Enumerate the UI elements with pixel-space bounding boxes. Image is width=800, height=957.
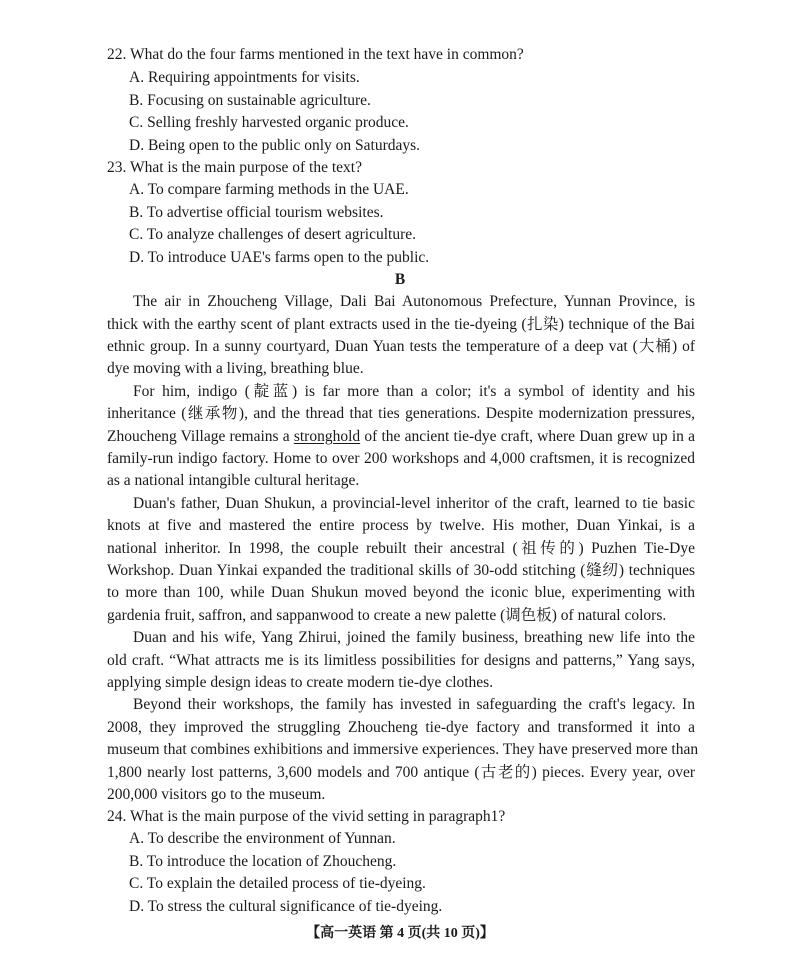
passage-line: For him, indigo (靛蓝) is far more than a color; it's a symbol of identity and his	[133, 383, 695, 400]
passage-line-with-underline	[107, 427, 695, 447]
section-heading: B	[394, 271, 406, 288]
question-22-option-a: A. Requiring appointments for visits.	[129, 69, 360, 86]
passage-line: Beyond their workshops, the family has invested in safeguarding the craft's legacy. In	[133, 696, 695, 713]
passage-line: museum that combines exhibitions and immersive experiences. They have preserved more than	[107, 741, 699, 758]
passage-line: The air in Zhoucheng Village, Dali Bai Autonomous Prefecture, Yunnan Province, is	[133, 293, 695, 310]
passage-line: Duan's father, Duan Shukun, a provincial-level inheritor of the craft, learned to tie basic	[133, 495, 695, 512]
question-22-option-b: B. Focusing on sustainable agriculture.	[129, 92, 371, 109]
question-23-option-b: B. To advertise official tourism websites.	[129, 204, 384, 221]
question-23-option-c: C. To analyze challenges of desert agriculture.	[129, 226, 416, 243]
passage-line: inheritance (继承物), and the thread that ties generations. Despite modernization pressures,	[107, 405, 695, 422]
passage-line: as a national intangible cultural heritage.	[107, 472, 360, 489]
question-24-option-c: C. To explain the detailed process of tie-dyeing.	[129, 875, 426, 892]
passage-text: Zhoucheng Village remains a	[107, 428, 294, 445]
passage-line: 2008, they improved the struggling Zhoucheng tie-dye factory and transformed it into a	[107, 719, 695, 736]
passage-line: family-run indigo factory. Home to over 200 workshops and 4,000 craftsmen, it is recognized	[107, 450, 695, 467]
passage-line: old craft. “What attracts me is its limitless possibilities for designs and patterns,” Yang says,	[107, 652, 695, 669]
passage-line: applying simple design ideas to create modern tie-dye clothes.	[107, 674, 494, 691]
passage-line: dye moving with a living, breathing blue.	[107, 360, 364, 377]
page-footer: 【高一英语 第 4 页(共 10 页)】	[306, 926, 494, 941]
passage-line: 200,000 visitors go to the museum.	[107, 786, 326, 803]
passage-line: Duan and his wife, Yang Zhirui, joined the family business, breathing new life into the	[133, 629, 695, 646]
passage-line: ethnic group. In a sunny courtyard, Duan Yuan tests the temperature of a deep vat (大桶) of	[107, 338, 695, 355]
passage-line: Workshop. Duan Yinkai expanded the traditional skills of 30-odd stitching (缝纫) techniques	[107, 562, 695, 579]
passage-line: 1,800 nearly lost patterns, 3,600 models and 700 antique (古老的) pieces. Every year, over	[107, 764, 695, 781]
question-23-option-d: D. To introduce UAE's farms open to the public.	[129, 249, 430, 266]
question-24-option-d: D. To stress the cultural significance of tie-dyeing.	[129, 898, 443, 915]
question-24-option-b: B. To introduce the location of Zhoucheng.	[129, 853, 397, 870]
question-23-option-a: A. To compare farming methods in the UAE.	[129, 181, 409, 198]
passage-line: knots at five and mastered the entire process by twelve. His mother, Duan Yinkai, is a	[107, 517, 695, 534]
question-22-option-c: C. Selling freshly harvested organic produce.	[129, 114, 409, 131]
question-22-option-d: D. Being open to the public only on Saturdays.	[129, 137, 421, 154]
question-24-option-a: A. To describe the environment of Yunnan.	[129, 830, 396, 847]
passage-line: thick with the earthy scent of plant extracts used in the tie-dyeing (扎染) technique of the Bai	[107, 316, 695, 333]
passage-text: of the ancient tie-dye craft, where Duan grew up in a	[360, 428, 695, 445]
question-22-stem: 22. What do the four farms mentioned in the text have in common?	[107, 46, 524, 63]
passage-line: gardenia fruit, saffron, and sappanwood to create a new palette (调色板) of natural colors.	[107, 607, 667, 624]
underlined-word-stronghold: stronghold	[293, 428, 361, 445]
question-23-stem: 23. What is the main purpose of the text?	[107, 159, 362, 176]
question-24-stem: 24. What is the main purpose of the vivid setting in paragraph1?	[107, 808, 506, 825]
passage-line: national inheritor. In 1998, the couple rebuilt their ancestral (祖传的) Puzhen Tie-Dye	[107, 540, 695, 557]
passage-line: to more than 100, while Duan Shukun moved beyond the iconic blue, experimenting with	[107, 584, 695, 601]
